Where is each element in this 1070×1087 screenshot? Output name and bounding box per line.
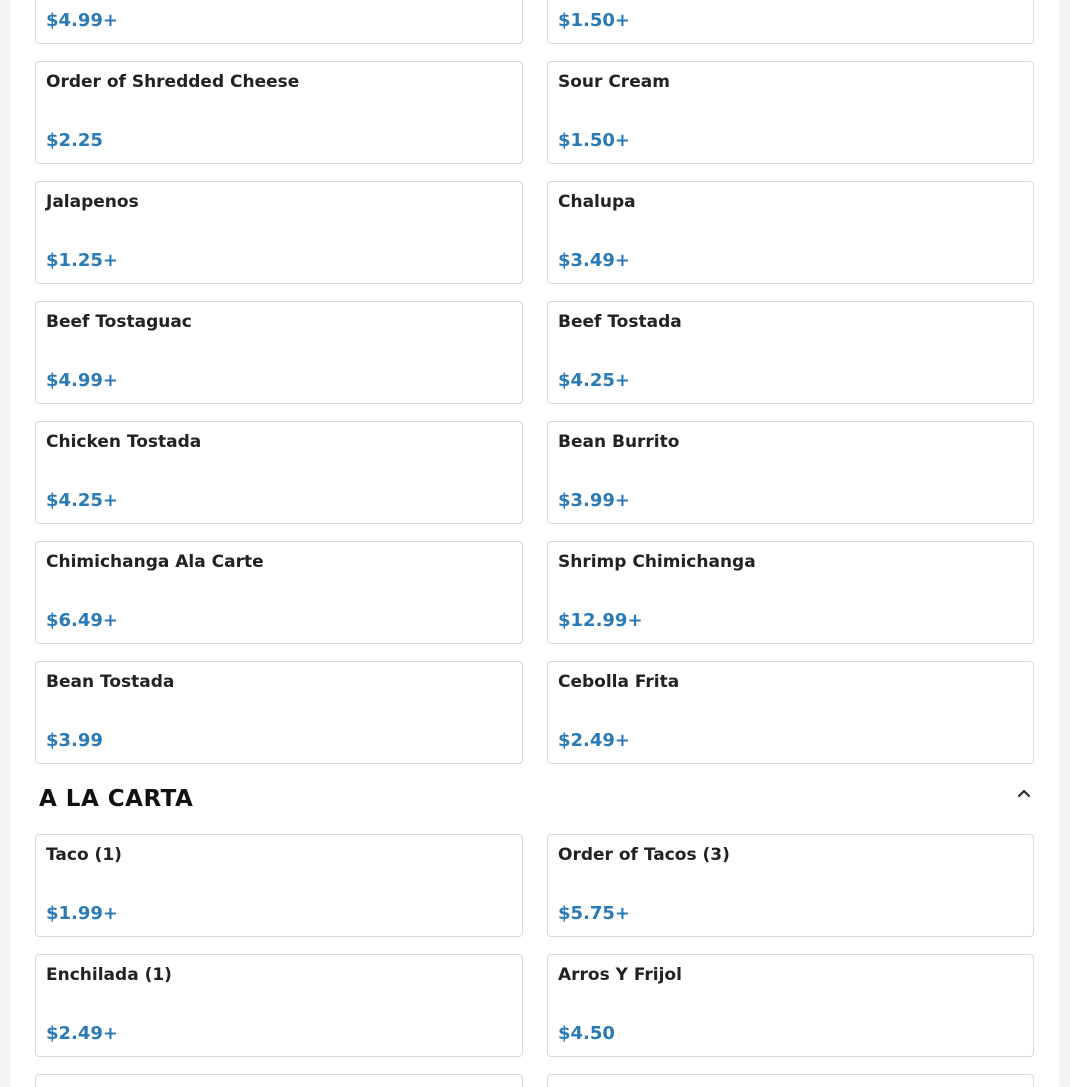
menu-items-grid xyxy=(35,0,1034,764)
menu-item-price: $2.49+ xyxy=(46,1023,119,1044)
menu-item-card[interactable] xyxy=(35,541,523,644)
menu-item-price: $6.49+ xyxy=(46,610,119,631)
menu-item-card[interactable] xyxy=(547,181,1034,284)
menu-item-price: $3.49+ xyxy=(558,250,631,271)
menu-item-price: $5.75+ xyxy=(558,903,631,924)
menu-item-price: $2.25 xyxy=(46,130,103,151)
menu-item-card[interactable] xyxy=(35,661,523,764)
menu-item-card[interactable] xyxy=(547,421,1034,524)
menu-item-name: Chicken Tostada xyxy=(46,432,202,452)
menu-item-name: Shrimp Chimichanga xyxy=(558,552,756,572)
menu-item-name: Cebolla Frita xyxy=(558,672,680,692)
menu-item-price: $1.25+ xyxy=(46,250,119,271)
menu-item-card[interactable] xyxy=(35,834,523,937)
menu-item-card[interactable] xyxy=(35,954,523,1057)
menu-item-card[interactable] xyxy=(547,541,1034,644)
menu-item-card[interactable] xyxy=(35,301,523,404)
menu-item-name: Taco (1) xyxy=(46,845,122,865)
menu-item-card[interactable] xyxy=(547,301,1034,404)
menu-item-card[interactable] xyxy=(35,421,523,524)
menu-item-name: Enchilada (1) xyxy=(46,965,172,985)
menu-item-name: Sour Cream xyxy=(558,72,670,92)
menu-item-name: Bean Tostada xyxy=(46,672,175,692)
menu-item-price: $4.25+ xyxy=(46,490,119,511)
menu-item-price: $12.99+ xyxy=(558,610,643,631)
menu-item-card[interactable] xyxy=(547,0,1034,44)
a-la-carta-items-grid xyxy=(35,834,1034,1087)
menu-item-price: $3.99 xyxy=(46,730,103,751)
menu-item-name: Chalupa xyxy=(558,192,636,212)
menu-item-card[interactable] xyxy=(35,1074,523,1087)
menu-item-price: $1.99+ xyxy=(46,903,119,924)
section-title: A LA CARTA xyxy=(39,786,194,812)
menu-page xyxy=(11,0,1059,1087)
menu-item-name: Jalapenos xyxy=(46,192,139,212)
menu-item-name: Arros Y Frijol xyxy=(558,965,682,985)
menu-item-price: $2.49+ xyxy=(558,730,631,751)
menu-item-name: Beef Tostada xyxy=(558,312,682,332)
menu-item-card[interactable] xyxy=(547,61,1034,164)
menu-item-name: Order of Tacos (3) xyxy=(558,845,730,865)
chevron-up-icon[interactable] xyxy=(1014,783,1034,803)
menu-item-card[interactable] xyxy=(547,834,1034,937)
menu-item-price: $4.25+ xyxy=(558,370,631,391)
menu-item-card[interactable] xyxy=(547,954,1034,1057)
section-header-a-la-carta[interactable] xyxy=(35,775,1034,821)
menu-item-price: $4.99+ xyxy=(46,10,119,31)
menu-item-price: $1.50+ xyxy=(558,10,631,31)
menu-item-card[interactable] xyxy=(35,0,523,44)
menu-item-name: Beef Tostaguac xyxy=(46,312,192,332)
menu-item-name: Order of Shredded Cheese xyxy=(46,72,300,92)
menu-item-card[interactable] xyxy=(35,61,523,164)
menu-item-price: $1.50+ xyxy=(558,130,631,151)
menu-item-price: $4.99+ xyxy=(46,370,119,391)
menu-item-name: Chimichanga Ala Carte xyxy=(46,552,264,572)
menu-item-card[interactable] xyxy=(547,1074,1034,1087)
menu-item-name: Bean Burrito xyxy=(558,432,680,452)
menu-item-card[interactable] xyxy=(35,181,523,284)
menu-item-card[interactable] xyxy=(547,661,1034,764)
menu-item-price: $3.99+ xyxy=(558,490,631,511)
menu-item-price: $4.50 xyxy=(558,1023,615,1044)
